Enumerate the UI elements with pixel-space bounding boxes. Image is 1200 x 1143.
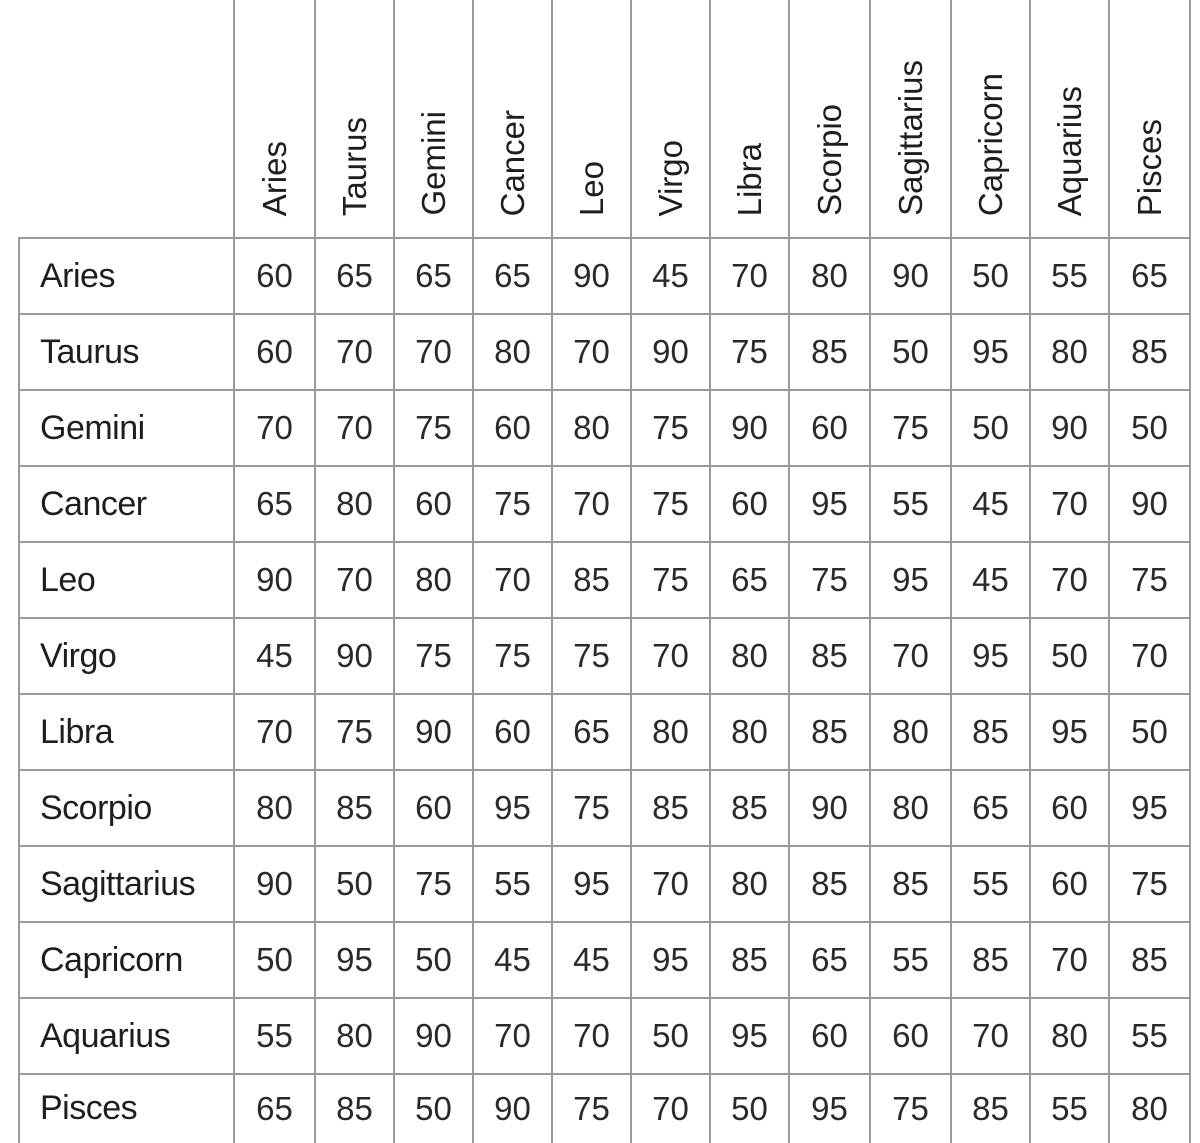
grid-line-vertical [393, 0, 395, 1143]
table-cell: 85 [972, 1089, 1009, 1127]
column-header-virgo [631, 0, 710, 238]
column-header-scorpio [789, 0, 870, 238]
grid-line-horizontal [18, 541, 1190, 543]
grid-line-vertical [1108, 0, 1110, 1143]
table-cell: 60 [256, 257, 293, 294]
table-cell: 55 [892, 485, 929, 522]
table-cell: 95 [1051, 713, 1088, 750]
column-header-label: Scorpio [811, 104, 848, 216]
table-cell: 65 [256, 1089, 293, 1127]
table-cell: 70 [573, 333, 610, 370]
table-cell: 75 [415, 637, 452, 674]
column-header-label: Virgo [652, 139, 689, 216]
table-cell: 75 [811, 561, 848, 598]
table-cell: 60 [1051, 865, 1088, 902]
table-cell: 85 [972, 713, 1009, 750]
table-cell: 90 [256, 561, 293, 598]
table-cell: 75 [573, 789, 610, 826]
table-cell: 80 [731, 637, 768, 674]
table-cell: 70 [1051, 561, 1088, 598]
table-cell: 75 [892, 1089, 929, 1127]
row-header-scorpio: Scorpio [40, 788, 152, 827]
table-cell: 55 [494, 865, 531, 902]
table-cell: 80 [336, 1017, 373, 1054]
row-header-libra: Libra [40, 712, 114, 751]
table-cell: 45 [494, 941, 531, 978]
table-cell: 70 [652, 637, 689, 674]
table-cell: 85 [731, 941, 768, 978]
table-cell: 90 [415, 713, 452, 750]
grid-line-vertical [1189, 0, 1191, 1143]
table-cell: 50 [415, 1089, 452, 1127]
table-cell: 75 [415, 409, 452, 446]
table-cell: 80 [1051, 1017, 1088, 1054]
table-cell: 50 [1051, 637, 1088, 674]
table-cell: 95 [892, 561, 929, 598]
grid-line-vertical [788, 0, 790, 1143]
grid-line-horizontal [18, 921, 1190, 923]
row-header-pisces: Pisces [40, 1089, 138, 1127]
grid-line-vertical [950, 0, 952, 1143]
table-cell: 95 [972, 637, 1009, 674]
table-cell: 50 [1131, 713, 1168, 750]
column-header-capricorn [951, 0, 1030, 238]
table-cell: 85 [573, 561, 610, 598]
table-cell: 90 [336, 637, 373, 674]
row-header-virgo: Virgo [40, 636, 117, 675]
row-header-gemini: Gemini [40, 408, 145, 447]
table-cell: 80 [1051, 333, 1088, 370]
grid-line-horizontal [18, 313, 1190, 315]
grid-line-horizontal [18, 845, 1190, 847]
grid-line-vertical [709, 0, 711, 1143]
grid-line-vertical [233, 0, 235, 1143]
table-cell: 85 [652, 789, 689, 826]
table-cell: 75 [1131, 561, 1168, 598]
table-cell: 65 [256, 485, 293, 522]
table-cell: 90 [256, 865, 293, 902]
table-cell: 70 [336, 409, 373, 446]
row-header-aries: Aries [40, 256, 115, 295]
table-cell: 60 [494, 713, 531, 750]
row-header-leo: Leo [40, 560, 96, 599]
table-cell: 80 [1131, 1089, 1168, 1127]
grid-line-horizontal [18, 465, 1190, 467]
table-cell: 45 [256, 637, 293, 674]
column-header-aries [234, 0, 315, 238]
column-header-label: Libra [731, 142, 768, 216]
table-cell: 70 [494, 1017, 531, 1054]
table-cell: 65 [573, 713, 610, 750]
table-cell: 65 [811, 941, 848, 978]
table-cell: 75 [415, 865, 452, 902]
table-cell: 90 [731, 409, 768, 446]
table-cell: 70 [731, 257, 768, 294]
grid-line-vertical [551, 0, 553, 1143]
row-header-sagittarius: Sagittarius [40, 864, 196, 903]
grid-line-vertical [1029, 0, 1031, 1143]
grid-line-vertical [869, 0, 871, 1143]
table-cell: 70 [256, 409, 293, 446]
table-cell: 55 [1051, 257, 1088, 294]
table-cell: 70 [652, 1089, 689, 1127]
table-cell: 65 [1131, 257, 1168, 294]
table-cell: 75 [652, 409, 689, 446]
table-cell: 95 [811, 1089, 848, 1127]
table-cell: 75 [336, 713, 373, 750]
column-header-gemini [394, 0, 473, 238]
table-cell: 60 [811, 1017, 848, 1054]
table-cell: 60 [811, 409, 848, 446]
table-cell: 95 [811, 485, 848, 522]
table-cell: 80 [573, 409, 610, 446]
table-cell: 80 [892, 789, 929, 826]
column-header-label: Pisces [1131, 118, 1168, 216]
table-cell: 85 [336, 789, 373, 826]
column-header-label: Leo [573, 160, 610, 216]
table-cell: 70 [972, 1017, 1009, 1054]
table-cell: 95 [1131, 789, 1168, 826]
grid-line-vertical [472, 0, 474, 1143]
table-cell: 65 [415, 257, 452, 294]
table-cell: 80 [811, 257, 848, 294]
table-cell: 70 [1131, 637, 1168, 674]
table-cell: 50 [972, 257, 1009, 294]
column-header-taurus [315, 0, 394, 238]
table-cell: 85 [336, 1089, 373, 1127]
table-cell: 85 [811, 865, 848, 902]
table-cell: 90 [811, 789, 848, 826]
grid-line-horizontal [18, 1073, 1190, 1075]
table-cell: 85 [731, 789, 768, 826]
column-header-cancer [473, 0, 552, 238]
table-cell: 55 [1051, 1089, 1088, 1127]
table-cell: 80 [415, 561, 452, 598]
table-cell: 60 [415, 789, 452, 826]
table-cell: 75 [652, 561, 689, 598]
table-cell: 80 [256, 789, 293, 826]
column-header-label: Taurus [336, 116, 373, 216]
table-cell: 70 [573, 1017, 610, 1054]
table-cell: 95 [731, 1017, 768, 1054]
table-cell: 70 [1051, 941, 1088, 978]
table-cell: 80 [892, 713, 929, 750]
table-cell: 70 [336, 561, 373, 598]
table-cell: 70 [1051, 485, 1088, 522]
table-cell: 65 [336, 257, 373, 294]
table-cell: 95 [336, 941, 373, 978]
table-cell: 60 [731, 485, 768, 522]
grid-line-horizontal [18, 617, 1190, 619]
table-cell: 50 [256, 941, 293, 978]
table-cell: 85 [972, 941, 1009, 978]
table-cell: 65 [731, 561, 768, 598]
table-cell: 55 [972, 865, 1009, 902]
table-cell: 50 [731, 1089, 768, 1127]
column-header-leo [552, 0, 631, 238]
grid-line-vertical [630, 0, 632, 1143]
table-cell: 50 [336, 865, 373, 902]
table-cell: 75 [573, 637, 610, 674]
table-cell: 70 [336, 333, 373, 370]
table-cell: 70 [415, 333, 452, 370]
table-cell: 90 [652, 333, 689, 370]
table-cell: 55 [892, 941, 929, 978]
table-cell: 55 [1131, 1017, 1168, 1054]
table-cell: 60 [494, 409, 531, 446]
table-cell: 85 [811, 333, 848, 370]
table-cell: 50 [415, 941, 452, 978]
table-cell: 85 [892, 865, 929, 902]
table-cell: 75 [494, 637, 531, 674]
column-header-sagittarius [870, 0, 951, 238]
row-header-taurus: Taurus [40, 332, 140, 371]
table-cell: 90 [1131, 485, 1168, 522]
table-cell: 80 [652, 713, 689, 750]
table-cell: 75 [892, 409, 929, 446]
grid-line-horizontal [18, 769, 1190, 771]
table-cell: 50 [972, 409, 1009, 446]
table-cell: 75 [1131, 865, 1168, 902]
table-cell: 45 [972, 485, 1009, 522]
table-cell: 70 [573, 485, 610, 522]
row-header-cancer: Cancer [40, 484, 147, 523]
table-cell: 95 [652, 941, 689, 978]
grid-line-horizontal [18, 997, 1190, 999]
row-header-capricorn: Capricorn [40, 940, 183, 979]
table-cell: 80 [336, 485, 373, 522]
table-cell: 60 [256, 333, 293, 370]
table-cell: 80 [494, 333, 531, 370]
table-cell: 80 [731, 713, 768, 750]
table-cell: 90 [892, 257, 929, 294]
column-header-label: Sagittarius [892, 60, 929, 216]
grid-line-vertical [314, 0, 316, 1143]
grid-line-horizontal [18, 237, 1190, 239]
table-cell: 95 [972, 333, 1009, 370]
grid-line-horizontal [18, 389, 1190, 391]
table-cell: 95 [494, 789, 531, 826]
table-cell: 90 [573, 257, 610, 294]
table-cell: 70 [892, 637, 929, 674]
row-header-aquarius: Aquarius [40, 1016, 171, 1055]
table-cell: 65 [494, 257, 531, 294]
table-cell: 85 [811, 713, 848, 750]
column-header-label: Capricorn [972, 72, 1009, 216]
table-cell: 70 [256, 713, 293, 750]
table-cell: 60 [892, 1017, 929, 1054]
table-cell: 95 [573, 865, 610, 902]
table-cell: 90 [1051, 409, 1088, 446]
table-cell: 65 [972, 789, 1009, 826]
column-header-label: Aquarius [1051, 85, 1088, 216]
table-cell: 55 [256, 1017, 293, 1054]
column-header-label: Cancer [494, 109, 531, 216]
table-cell: 85 [1131, 333, 1168, 370]
table-cell: 60 [415, 485, 452, 522]
column-header-pisces [1109, 0, 1190, 238]
table-cell: 75 [573, 1089, 610, 1127]
table-cell: 45 [652, 257, 689, 294]
table-cell: 75 [494, 485, 531, 522]
table-cell: 70 [652, 865, 689, 902]
column-header-label: Aries [256, 140, 293, 216]
column-header-aquarius [1030, 0, 1109, 238]
table-cell: 90 [494, 1089, 531, 1127]
table-cell: 45 [972, 561, 1009, 598]
table-cell: 80 [731, 865, 768, 902]
table-cell: 75 [652, 485, 689, 522]
table-cell: 50 [892, 333, 929, 370]
column-header-label: Gemini [415, 111, 452, 216]
table-cell: 45 [573, 941, 610, 978]
grid-line-vertical [18, 238, 20, 1143]
table-cell: 70 [494, 561, 531, 598]
table-cell: 75 [731, 333, 768, 370]
table-cell: 90 [415, 1017, 452, 1054]
table-cell: 50 [652, 1017, 689, 1054]
table-cell: 85 [1131, 941, 1168, 978]
column-header-libra [710, 0, 789, 238]
table-cell: 60 [1051, 789, 1088, 826]
grid-line-horizontal [18, 693, 1190, 695]
table-cell: 85 [811, 637, 848, 674]
table-cell: 50 [1131, 409, 1168, 446]
